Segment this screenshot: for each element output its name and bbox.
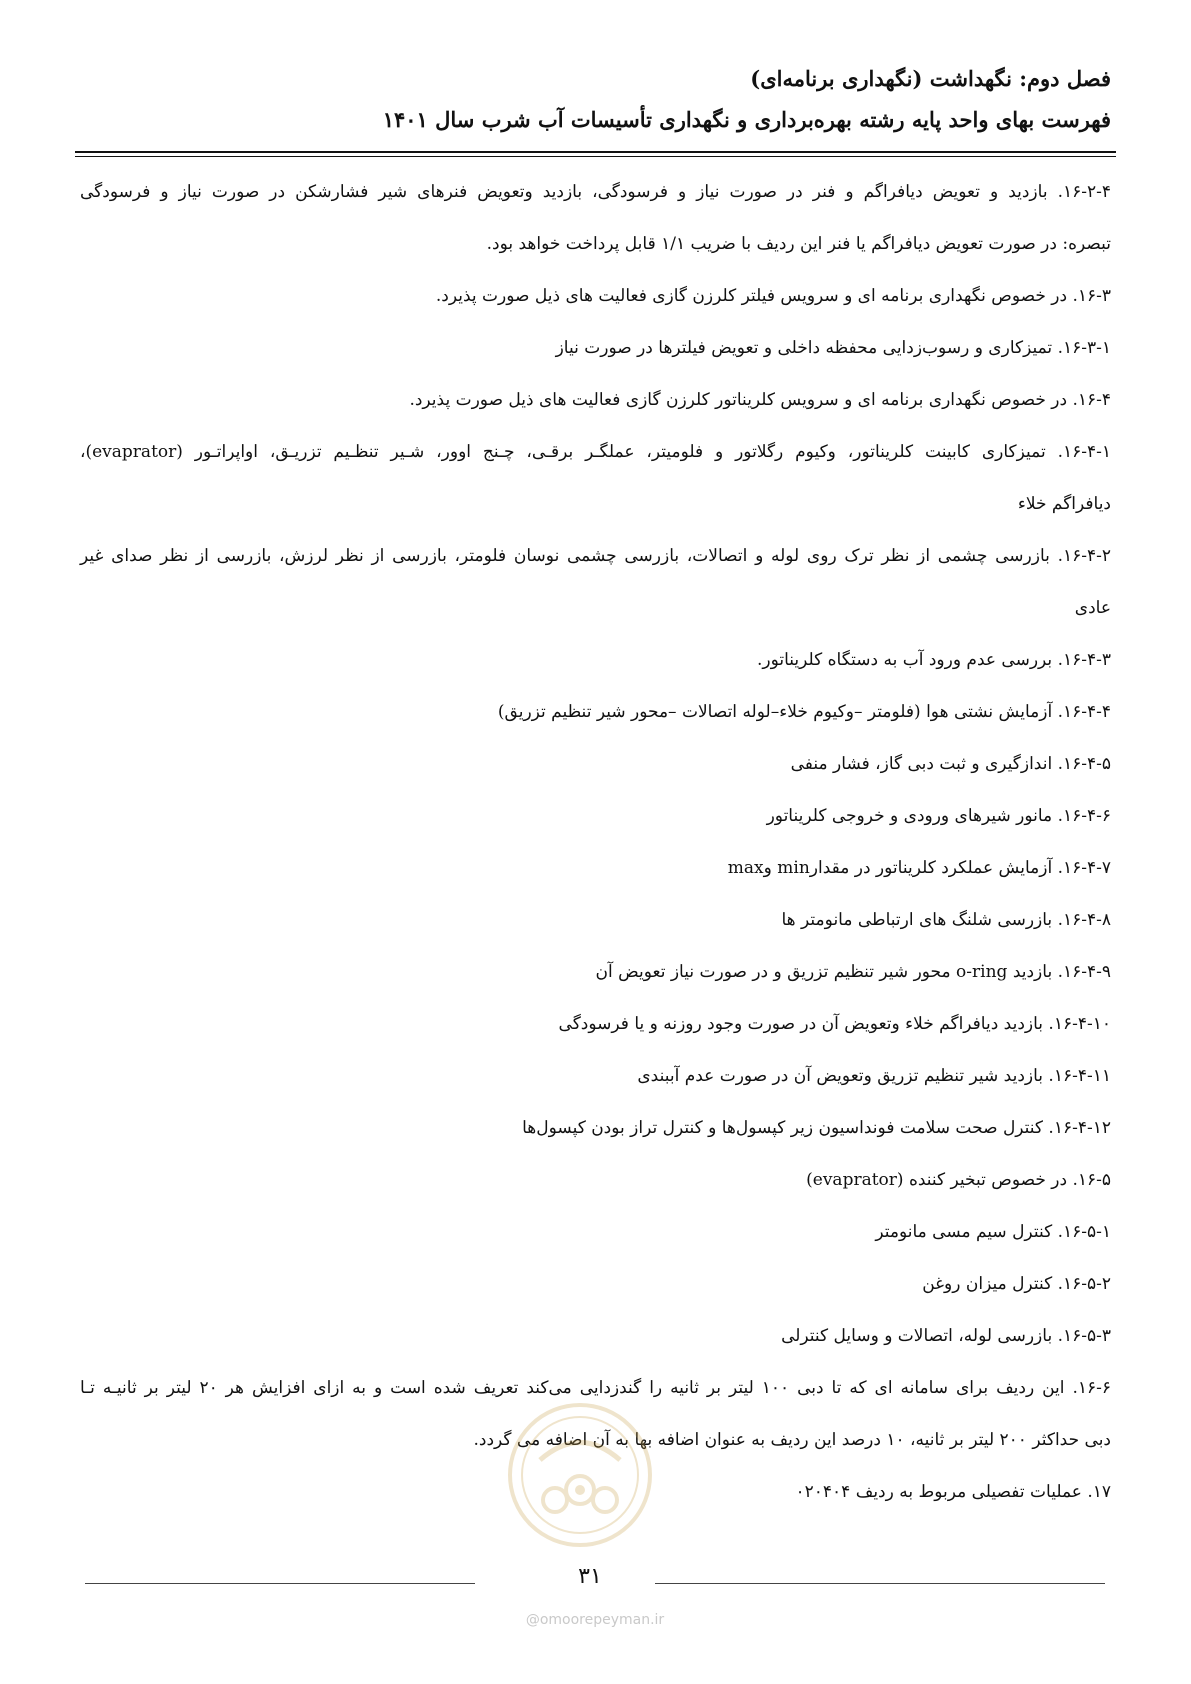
text-line: ۱۶-۳. در خصوص نگهداری برنامه ای و سرویس فیلتر کلرزن گازی فعالیت های ذیل صورت پذیرد.	[435, 286, 1111, 306]
text-line: ۱۶-۴-۸. بازرسی شلنگ های ارتباطی مانومتر ها	[781, 910, 1111, 930]
text-line: ۱۶-۶. این ردیف برای سامانه ای که تا دبی ۱۰۰ لیتر بر ثانیه را گندزدایی می‌کند تعریف شده است و به ازای افزایش هر ۲۰ لیتر بر ثانیـه تـا	[80, 1378, 1112, 1398]
text-line: ۱۶-۴-۴. آزمایش نشتی هوا (فلومتر –وکیوم خلاء–لوله اتصالات –محور شیر تنظیم تزریق)	[497, 702, 1111, 722]
text-line: ۱۶-۵-۳. بازرسی لوله، اتصالات و وسایل کنترلی	[781, 1326, 1111, 1346]
text-line: ۱۶-۴-۹. بازدید o-ring محور شیر تنظیم تزریق و در صورت نیاز تعویض آن	[595, 962, 1111, 982]
text-line: ۱۶-۴-۱۰. بازدید دیافراگم خلاء وتعویض آن در صورت وجود روزنه و یا فرسودگی	[558, 1014, 1111, 1034]
text-line: دیافراگم خلاء	[1017, 494, 1111, 514]
text-line: عادی	[1074, 598, 1111, 618]
text-line: تبصره: در صورت تعویض دیافراگم یا فنر این ردیف با ضریب ۱/۱ قابل پرداخت خواهد بود.	[486, 234, 1111, 254]
seal-logo-icon	[505, 1400, 655, 1550]
text-line: ۱۶-۵-۲. کنترل میزان روغن	[922, 1274, 1111, 1294]
text-line: ۱۶-۴-۱. تمیزکاری کابینت کلریناتور، وکیوم رگلاتور و فلومیتر، عملگـر برقـی، چـنج اوور، شـیر تنظـیم تزریـق، اواپراتـور (evaprator)،	[80, 442, 1111, 462]
text-line: ۱۶-۲-۴. بازدید و تعویض دیافراگم و فنر در صورت نیاز و فرسودگی، بازدید وتعویض فنرهای شیر فشارشکن در صورت نیاز و فرسودگی	[80, 182, 1111, 202]
text-line: ۱۶-۵-۱. کنترل سیم مسی مانومتر	[875, 1222, 1111, 1242]
header-rule-thick	[75, 151, 1116, 153]
body-text	[80, 166, 1111, 1518]
text-line: ۱۶-۳-۱. تمیزکاری و رسوب‌زدایی محفظه داخلی و تعویض فیلترها در صورت نیاز	[555, 338, 1111, 358]
text-line: ۱۶-۴-۱۲. کنترل صحت سلامت فونداسیون زیر کپسول‌ها و کنترل تراز بودن کپسول‌ها	[522, 1118, 1111, 1138]
text-line: ۱۶-۴-۲. بازرسی چشمی از نظر ترک روی لوله و اتصالات، بازرسی چشمی نوسان فلومتر، بازرسی از نظر لرزش، بازرسی از نظر صدای غیر	[80, 546, 1111, 566]
page-header	[80, 60, 1111, 142]
text-line: ۱۶-۴-۶. مانور شیرهای ورودی و خروجی کلریناتور	[766, 806, 1111, 826]
footer-rule-right	[655, 1583, 1105, 1584]
document-title: فهرست بهای واحد پایه رشته بهره‌برداری و نگهداری تأسیسات آب شرب سال ۱۴۰۱	[382, 107, 1111, 132]
text-line: دبی حداکثر ۲۰۰ لیتر بر ثانیه، ۱۰ درصد این ردیف به عنوان اضافه بها به آن اضافه می گردد.	[473, 1430, 1111, 1450]
text-line: ۱۶-۴-۱۱. بازدید شیر تنظیم تزریق وتعویض آن در صورت عدم آببندی	[637, 1066, 1111, 1086]
text-line: ۱۶-۴-۳. بررسی عدم ورود آب به دستگاه کلریناتور.	[756, 650, 1111, 670]
chapter-title: فصل دوم: نگهداشت (نگهداری برنامه‌ای)	[750, 66, 1111, 91]
text-line: ۱۶-۵. در خصوص تبخیر کننده (evaprator)	[806, 1170, 1111, 1190]
text-line: ۱۶-۴-۵. اندازگیری و ثبت دبی گاز، فشار منفی	[790, 754, 1111, 774]
text-line: ۱۷. عملیات تفصیلی مربوط به ردیف ۰۲۰۴۰۴	[795, 1482, 1111, 1502]
page-number: ۳۱	[578, 1564, 602, 1589]
text-line: ۱۶-۴. در خصوص نگهداری برنامه ای و سرویس کلریناتور کلرزن گازی فعالیت های ذیل صورت پذیرد.	[409, 390, 1111, 410]
text-line: ۱۶-۴-۷. آزمایش عملکرد کلریناتور در مقدارmin وmax	[727, 858, 1111, 878]
footer-rule-left	[85, 1583, 475, 1584]
website-watermark: @omoorepeyman.ir	[525, 1612, 665, 1628]
header-rule-thin	[75, 156, 1116, 157]
